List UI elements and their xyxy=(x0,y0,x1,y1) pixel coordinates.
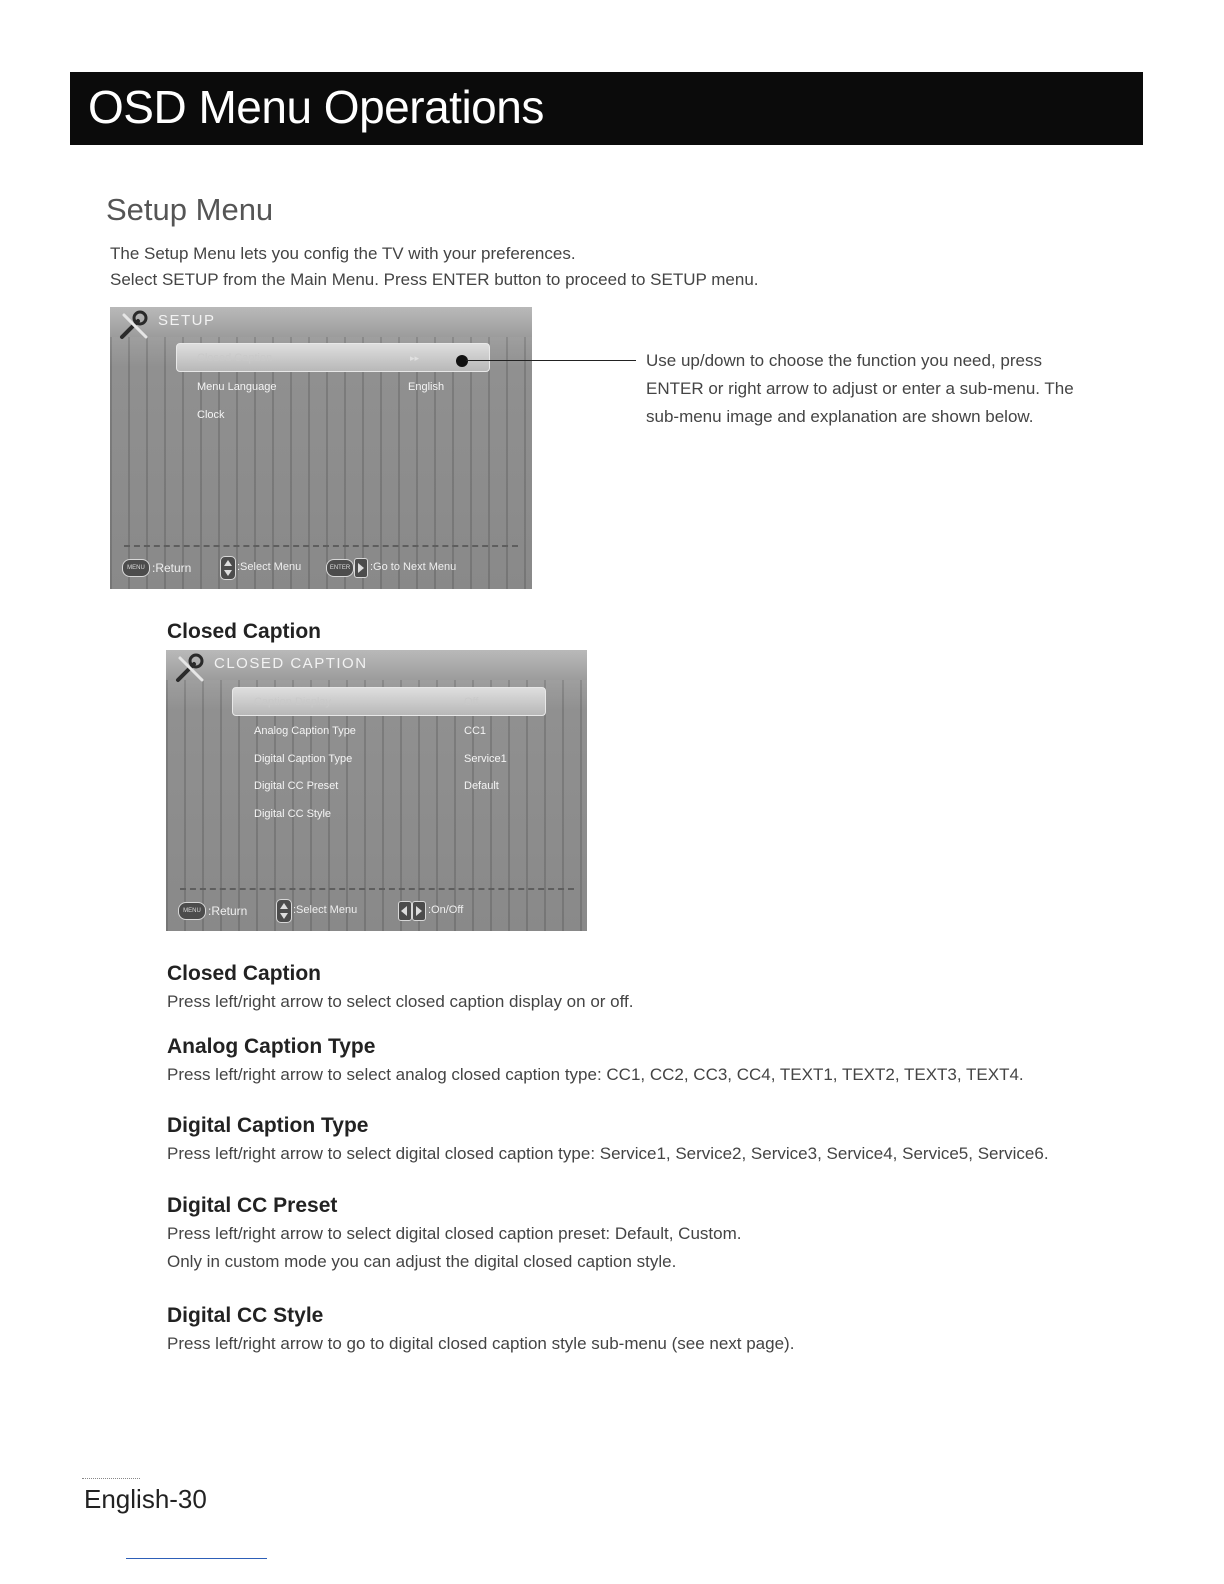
desc-heading-analog-caption-type: Analog Caption Type xyxy=(167,1035,376,1058)
desc-text-digital-cc-preset-2: Only in custom mode you can adjust the digital closed caption style. xyxy=(167,1252,677,1271)
tools-icon xyxy=(118,309,150,341)
desc-text-closed-caption: Press left/right arrow to select closed caption display on or off. xyxy=(167,992,634,1011)
intro-line-2: Select SETUP from the Main Menu. Press ENTER button to proceed to SETUP menu. xyxy=(110,270,759,289)
right-arrow-icon xyxy=(354,558,368,578)
osd-item-clock[interactable]: Clock xyxy=(197,409,225,421)
desc-text-digital-cc-style: Press left/right arrow to go to digital closed caption style sub-menu (see next page). xyxy=(167,1334,795,1353)
osd-footer-divider xyxy=(180,888,574,890)
setup-osd-screenshot xyxy=(110,307,532,589)
osd-footer-next: :Go to Next Menu xyxy=(370,561,457,573)
desc-heading-digital-cc-preset: Digital CC Preset xyxy=(167,1194,338,1217)
osd-item-caption-display-value: Off xyxy=(464,696,479,708)
double-chevron-right-icon: ▸▸ xyxy=(410,353,420,363)
banner-title: OSD Menu Operations xyxy=(88,81,544,133)
right-arrow-icon xyxy=(412,901,426,921)
desc-heading-digital-cc-style: Digital CC Style xyxy=(167,1304,324,1327)
osd-item-caption-display[interactable]: Caption Display xyxy=(254,696,332,708)
osd-footer-return: :Return xyxy=(208,904,248,918)
callout-line-3: sub-menu image and explanation are shown below. xyxy=(646,407,1034,426)
footer-blue-rule xyxy=(126,1558,267,1559)
desc-text-digital-cc-preset-1: Press left/right arrow to select digital closed caption preset: Default, Custom. xyxy=(167,1224,742,1243)
osd-item-menu-language-value: English xyxy=(408,381,445,393)
intro-line-1: The Setup Menu lets you config the TV with your preferences. xyxy=(110,244,576,263)
closed-caption-image-heading: Closed Caption xyxy=(167,620,322,643)
osd-item-digital-caption-type[interactable]: Digital Caption Type xyxy=(254,753,353,765)
osd-item-digital-cc-style[interactable]: Digital CC Style xyxy=(254,808,332,820)
osd-item-closed-caption[interactable]: Closed Caption xyxy=(197,352,273,364)
osd-footer-onoff: :On/Off xyxy=(428,904,464,916)
callout-line-1: Use up/down to choose the function you need, press xyxy=(646,351,1042,370)
desc-heading-digital-caption-type: Digital Caption Type xyxy=(167,1114,369,1137)
page-banner xyxy=(70,72,1143,145)
osd-item-menu-language[interactable]: Menu Language xyxy=(197,381,277,393)
osd-footer-select: :Select Menu xyxy=(293,904,358,916)
callout-line xyxy=(466,360,636,361)
osd-item-analog-caption-type-value: CC1 xyxy=(464,725,487,737)
osd-item-analog-caption-type[interactable]: Analog Caption Type xyxy=(254,725,356,737)
desc-text-analog-caption-type: Press left/right arrow to select analog closed caption type: CC1, CC2, CC3, CC4, TEXT1, TEXT2, TEXT3, TEXT4. xyxy=(167,1065,1024,1084)
menu-button-icon: MENU xyxy=(178,902,206,920)
osd-footer-return: :Return xyxy=(152,561,192,575)
up-down-arrow-icon xyxy=(220,556,236,580)
menu-button-icon: MENU xyxy=(122,559,150,577)
desc-heading-closed-caption: Closed Caption xyxy=(167,962,322,985)
osd-title: SETUP xyxy=(158,312,216,329)
tools-icon xyxy=(174,652,206,684)
osd-footer-select: :Select Menu xyxy=(237,561,302,573)
footer-rule xyxy=(82,1478,140,1479)
osd-item-digital-cc-preset[interactable]: Digital CC Preset xyxy=(254,780,339,792)
osd-item-digital-cc-preset-value: Default xyxy=(464,780,499,792)
section-title: Setup Menu xyxy=(106,192,274,227)
osd-item-digital-caption-type-value: Service1 xyxy=(464,753,507,765)
desc-text-digital-caption-type: Press left/right arrow to select digital closed caption type: Service1, Service2, Service3, Service4, Service5, Service6. xyxy=(167,1144,1049,1163)
up-down-arrow-icon xyxy=(276,899,292,923)
callout-line-2: ENTER or right arrow to adjust or enter a sub-menu. The xyxy=(646,379,1074,398)
enter-button-icon: ENTER xyxy=(326,559,354,577)
osd-footer-divider xyxy=(124,545,518,547)
page-number: English-30 xyxy=(84,1484,207,1514)
closed-caption-osd-screenshot xyxy=(166,650,587,931)
callout-dot xyxy=(456,355,468,367)
left-arrow-icon xyxy=(398,901,412,921)
osd-title: CLOSED CAPTION xyxy=(214,655,368,672)
